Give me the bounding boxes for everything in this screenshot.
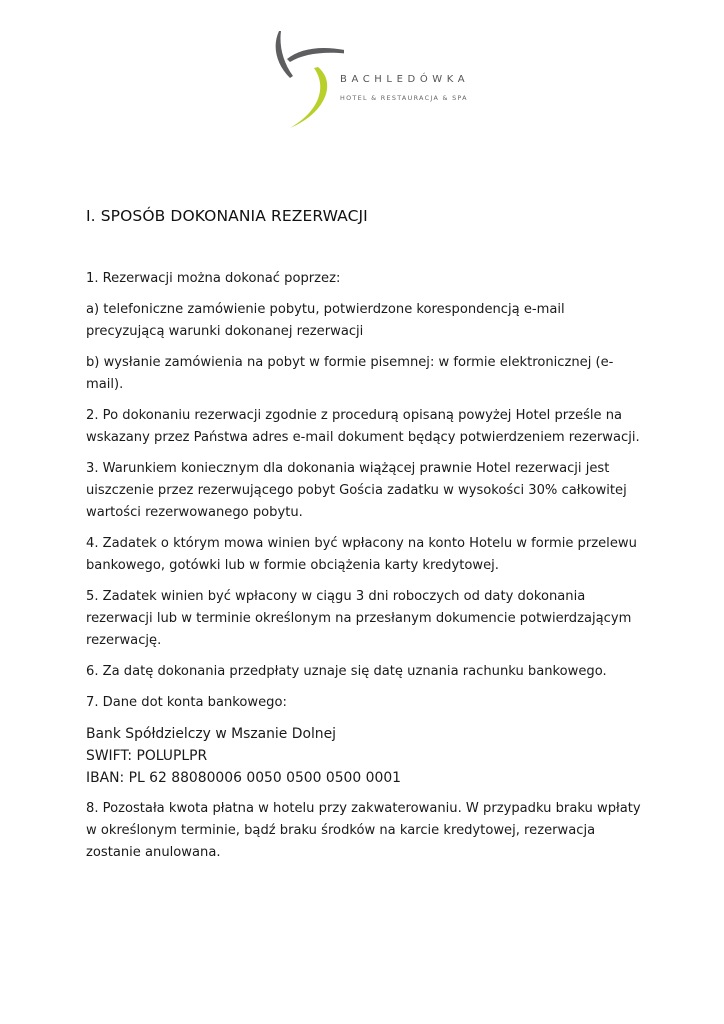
swoosh-arc-icon [287, 48, 344, 62]
paragraph-5: 5. Zadatek winien być wpłacony w ciągu 3 dni roboczych od daty dokonania rezerwacji lub w terminie określonym na przesłanym dokumencie potwierdzającym rezerwację. [86, 589, 632, 649]
paragraph-2: 2. Po dokonaniu rezerwacji zgodnie z procedurą opisaną powyżej Hotel prześle na wskazany przez Państwa adres e-mail dokument będący potwierdzeniem rezerwacji. [86, 407, 640, 445]
paragraph-1b: b) wysłanie zamówienia na pobyt w formie pisemnej: w formie elektronicznej (e-mail). [86, 354, 614, 392]
brand-name: BACHLEDÓWKA [340, 74, 470, 85]
paragraph-1: 1. Rezerwacji można dokonać poprzez: [86, 271, 341, 286]
section-title: I. SPOSÓB DOKONANIA REZERWACJI [86, 207, 368, 225]
paragraph-4: 4. Zadatek o którym mowa winien być wpłacony na konto Hotelu w formie przelewu bankowego, gotówki lub w formie obciążenia karty kredytowej. [86, 536, 637, 574]
swoosh-dark-icon [276, 31, 293, 78]
bank-details [86, 723, 646, 789]
swoosh-green-icon [290, 67, 327, 128]
bank-swift: SWIFT: POLUPLPR [86, 747, 208, 764]
paragraph-8: 8. Pozostała kwota płatna w hotelu przy zakwaterowaniu. W przypadku braku wpłaty w określonym terminie, bądź braku środków na karcie kredytowej, rezerwacja zostanie anulowana. [86, 800, 641, 860]
brand-tagline: HOTEL & RESTAURACJA & SPA [340, 94, 468, 102]
paragraph-3: 3. Warunkiem koniecznym dla dokonania wiążącej prawnie Hotel rezerwacji jest uiszczenie przez rezerwującego pobyt Gościa zadatku w wysokości 30% całkowitej wartości rezerwowanego pobytu. [86, 460, 627, 521]
hotel-logo [274, 30, 494, 130]
paragraph-7: 7. Dane dot konta bankowego: [86, 695, 287, 710]
paragraph-1a: a) telefoniczne zamówienie pobytu, potwierdzone korespondencją e-mail precyzującą warunki dokonanej rezerwacji [86, 301, 565, 339]
document-body [86, 268, 646, 873]
swoosh-logo-icon [274, 30, 344, 130]
bank-iban: IBAN: PL 62 88080006 0050 0500 0500 0001 [86, 769, 402, 786]
paragraph-6: 6. Za datę dokonania przedpłaty uznaje się datę uznania rachunku bankowego. [86, 664, 607, 680]
bank-name: Bank Spółdzielczy w Mszanie Dolnej [86, 725, 337, 742]
